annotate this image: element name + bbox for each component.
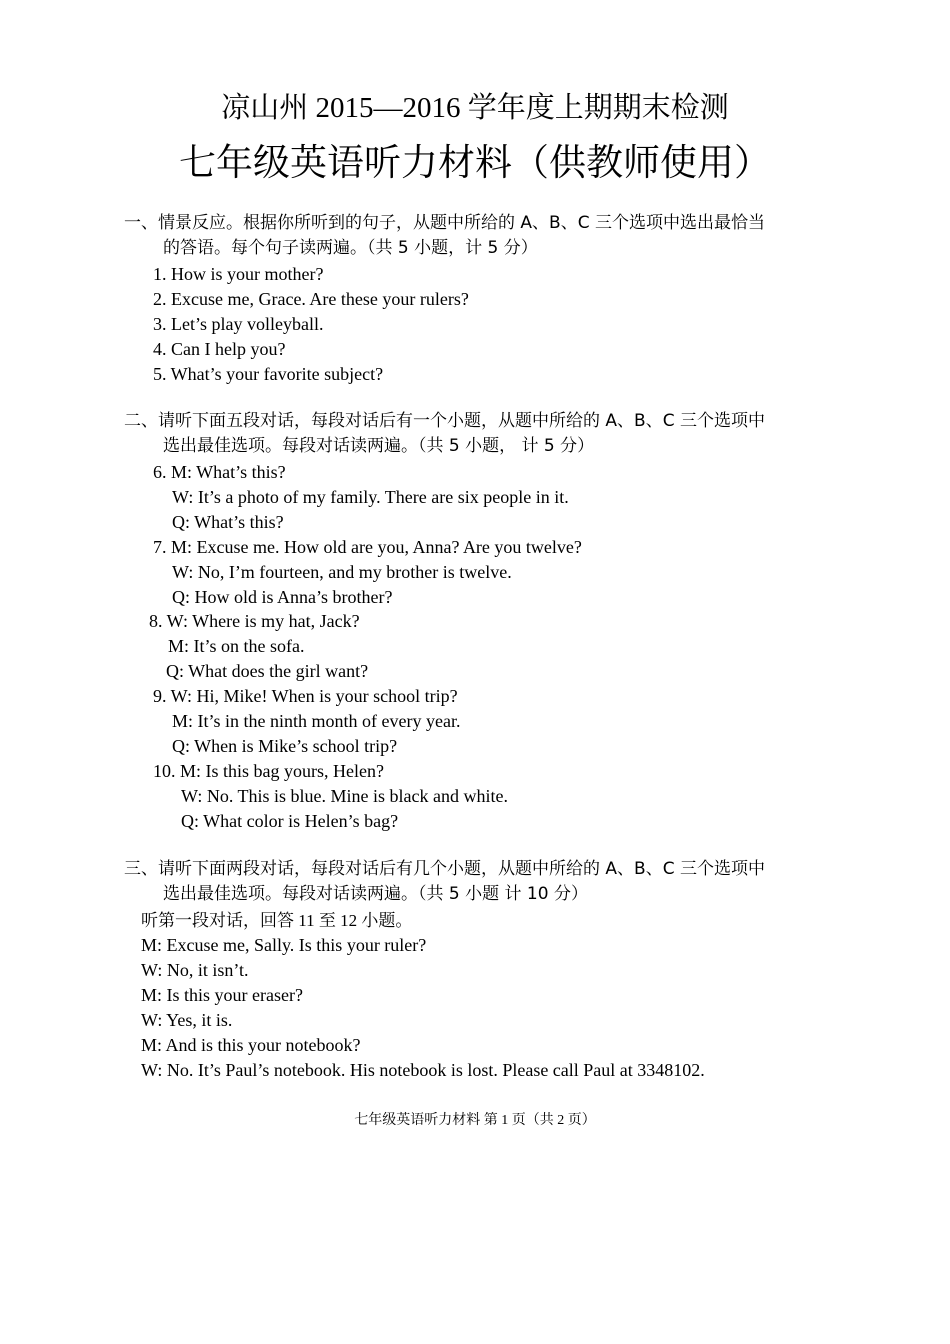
dialog-line: 8. W: Where is my hat, Jack?	[149, 611, 360, 631]
list-item: 3. Let’s play volleyball.	[153, 314, 324, 334]
dialog-line: M: It’s in the ninth month of every year.	[172, 711, 461, 731]
dialog-question: Q: How old is Anna’s brother?	[172, 587, 393, 607]
dialog-line: 9. W: Hi, Mike! When is your school trip?	[153, 686, 458, 706]
dialog-line: W: No. This is blue. Mine is black and white.	[181, 786, 508, 806]
page-footer: 七年级英语听力材料 第 1 页（共 2 页）	[354, 1113, 596, 1128]
dialog-question: Q: What color is Helen’s bag?	[181, 811, 399, 831]
dialog-question: Q: When is Mike’s school trip?	[172, 736, 398, 756]
dialog-question: Q: What does the girl want?	[166, 661, 369, 681]
list-item: 4. Can I help you?	[153, 339, 286, 359]
section3-heading	[124, 857, 834, 907]
section1-heading-line2: 的答语。每个句子读两遍。（共 5 小题，计 5 分）	[163, 238, 538, 258]
dialog-line: M: It’s on the sofa.	[168, 636, 305, 656]
section2-heading-line1: 二、请听下面五段对话，每段对话后有一个小题，从题中所给的 A、B、C 三个选项中	[124, 411, 765, 431]
section2-heading-line2: 选出最佳选项。每段对话读两遍。（共 5 小题， 计 5 分）	[163, 436, 595, 456]
dialog-line: 7. M: Excuse me. How old are you, Anna? Are you twelve?	[153, 537, 582, 557]
dialog-line: W: No, it isn’t.	[141, 960, 249, 980]
exam-title: 凉山州 2015—2016 学年度上期期末检测	[221, 92, 729, 124]
dialog-line: M: And is this your notebook?	[141, 1035, 361, 1055]
dialog-line: 6. M: What’s this?	[153, 462, 286, 482]
dialog-line: W: No. It’s Paul’s notebook. His notebook is lost. Please call Paul at 3348102.	[141, 1060, 705, 1080]
dialog-line: W: It’s a photo of my family. There are six people in it.	[172, 487, 569, 507]
section3-heading-line2: 选出最佳选项。每段对话读两遍。（共 5 小题 计 10 分）	[163, 884, 588, 904]
dialog-question: Q: What’s this?	[172, 512, 284, 532]
list-item: 2. Excuse me, Grace. Are these your rulers?	[153, 289, 469, 309]
section1-heading	[124, 211, 834, 261]
dialog-line: M: Excuse me, Sally. Is this your ruler?	[141, 935, 427, 955]
list-item: 5. What’s your favorite subject?	[153, 364, 384, 384]
section2-heading	[124, 409, 834, 459]
dialog-line: W: No, I’m fourteen, and my brother is twelve.	[172, 562, 512, 582]
section1-heading-line1: 一、情景反应。根据你所听到的句子，从题中所给的 A、B、C 三个选项中选出最恰当	[124, 213, 765, 233]
dialog-line: M: Is this your eraser?	[141, 985, 303, 1005]
dialog-line: 10. M: Is this bag yours, Helen?	[153, 761, 384, 781]
section3-intro: 听第一段对话，回答 11 至 12 小题。	[141, 911, 413, 930]
section3-heading-line1: 三、请听下面两段对话，每段对话后有几个小题，从题中所给的 A、B、C 三个选项中	[124, 859, 765, 879]
list-item: 1. How is your mother?	[153, 264, 324, 284]
document-title: 七年级英语听力材料（供教师使用）	[179, 141, 771, 184]
dialog-line: W: Yes, it is.	[141, 1010, 233, 1030]
